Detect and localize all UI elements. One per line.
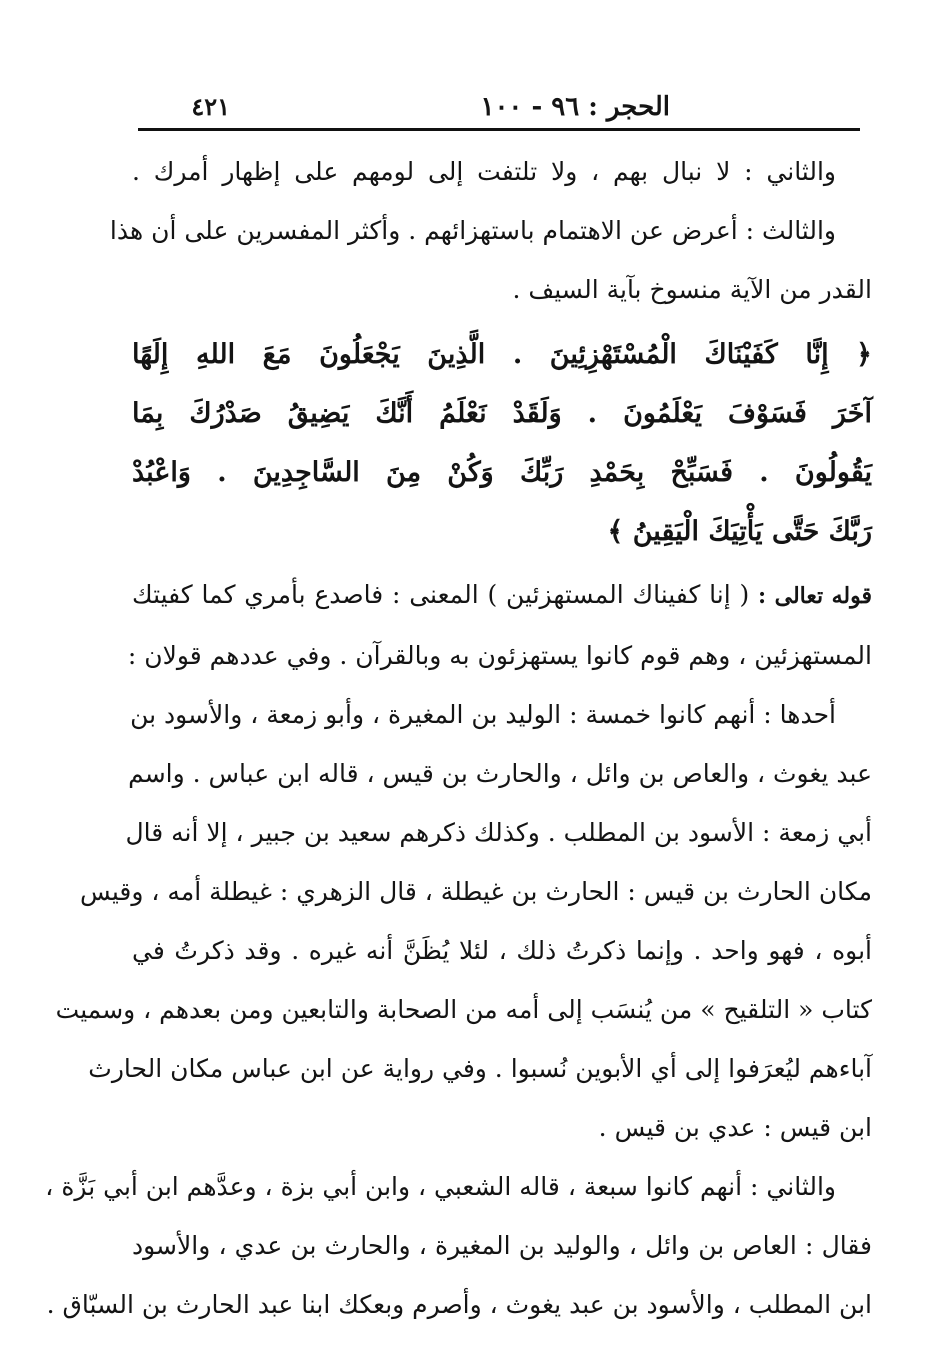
quran-line [132,502,872,561]
commentary-line-text: ( إنا كفيناك المستهزئين ) المعنى : فاصدع بأمري كما كفيتك [132,580,750,609]
quran-line-text: رَبَّكَ حَتَّى يَأْتِيَكَ الْيَقِينُ [632,516,872,547]
commentary-lead: قوله تعالى : [758,583,872,609]
second-opinion-line: فقال : العاص بن وائل ، والوليد بن المغيرة ، والحارث بن عدي ، والأسود [132,1231,872,1260]
second-opinion-line: ابن المطلب ، والأسود بن عبد يغوث ، وأصرم وبعكك ابنا عبد الحارث بن السبّاق . [46,1290,872,1319]
header-rule [138,128,860,131]
quran-open-bracket: ﴿ [856,339,872,370]
commentary-line: كتاب « التلقيح » من يُنسَب إلى أمه من الصحابة والتابعين ومن بعدهم ، وسميت [55,995,872,1024]
commentary-line: عبد يغوث ، والعاص بن وائل ، والحارث بن قيس ، قاله ابن عباس . واسم [128,759,872,788]
intro-line: القدر من الآية منسوخ بآية السيف . [512,275,872,304]
commentary-line: أحدها : أنهم كانوا خمسة : الوليد بن المغيرة ، وأبو زمعة ، والأسود بن [130,700,836,729]
intro-line: والثالث : أعرض عن الاهتمام باستهزائهم . وأكثر المفسرين على أن هذا [109,216,836,245]
intro-line: والثاني : لا نبال بهم ، ولا تلتفت إلى لومهم على إظهار أمرك . [132,157,836,186]
quran-line [132,325,872,384]
commentary-line: مكان الحارث بن قيس : الحارث بن غيطلة ، قال الزهري : غيطلة أمه ، وقيس [80,877,872,906]
quran-line-text: إِنَّا كَفَيْنَاكَ الْمُسْتَهْزِئِينَ . الَّذِينَ يَجْعَلُونَ مَعَ اللهِ إِلَهًا [132,339,829,370]
second-opinion-line: والثاني : أنهم كانوا سبعة ، قاله الشعبي ، وابن أبي بزة ، وعدَّهم ابن أبي بَزَّة ، [45,1172,836,1201]
page-header [150,86,850,126]
quran-line: آخَرَ فَسَوْفَ يَعْلَمُونَ . وَلَقَدْ نَعْلَمُ أَنَّكَ يَضِيقُ صَدْرُكَ بِمَا [132,398,872,429]
quran-verses [132,325,872,561]
page-number: ٤٢١ [191,92,230,121]
commentary-line [132,565,872,626]
quran-close-bracket: ﴾ [607,516,624,547]
commentary-line: آباءهم ليُعرَفوا إلى أي الأبوين نُسبوا . وفي رواية عن ابن عباس مكان الحارث [88,1054,872,1083]
body-text [45,142,872,1334]
running-title: الحجر : ٩٦ - ١٠٠ [480,92,670,122]
commentary-line: ابن قيس : عدي بن قيس . [598,1113,872,1142]
commentary-line: أبي زمعة : الأسود بن المطلب . وكذلك ذكرهم سعيد بن جبير ، إلا أنه قال [125,818,872,847]
commentary-line: المستهزئين ، وهم قوم كانوا يستهزئون به وبالقرآن . وفي عددهم قولان : [127,641,872,670]
quran-line: يَقُولُونَ . فَسَبِّحْ بِحَمْدِ رَبِّكَ وَكُنْ مِنَ السَّاجِدِينَ . وَاعْبُدْ [132,457,872,488]
commentary-line: أبوه ، فهو واحد . وإنما ذكرتُ ذلك ، لئلا يُظَنَّ أنه غيره . وقد ذكرتُ في [132,936,872,965]
